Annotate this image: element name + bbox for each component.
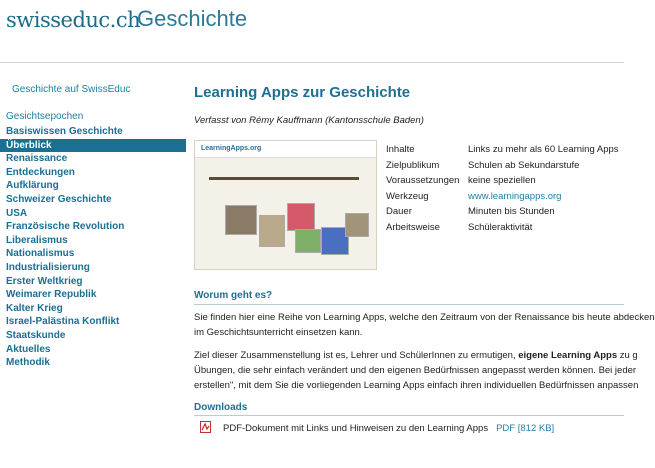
site-header: [0, 0, 624, 58]
info-key: Arbeitsweise: [386, 221, 440, 233]
sidebar-nav: [0, 125, 186, 370]
info-table: [386, 142, 619, 235]
header-divider: [0, 62, 624, 63]
sidebar-item[interactable]: Entdeckungen: [6, 166, 75, 178]
info-value: Schulen ab Sekundarstufe: [468, 159, 580, 171]
sidebar-item[interactable]: Renaissance: [6, 153, 68, 165]
section-title: Geschichte: [137, 6, 248, 31]
sidebar-item[interactable]: Liberalismus: [6, 234, 68, 246]
sidebar-item[interactable]: Nationalismus: [6, 248, 75, 260]
paragraph-line: [194, 348, 638, 363]
sidebar-item[interactable]: Schweizer Geschichte: [6, 193, 112, 205]
section-divider: [194, 415, 624, 416]
sidebar-item[interactable]: Weimarer Republik: [6, 289, 97, 301]
sidebar-item[interactable]: Israel-Palästina Konflikt: [6, 316, 120, 328]
timeline-card: [287, 203, 315, 231]
paragraph-text: Ziel dieser Zusammenstellung ist es, Lehrer und SchülerInnen zu ermutigen,: [194, 350, 519, 361]
preview-logo: LearningApps.org: [195, 141, 376, 158]
site-logo[interactable]: swisseduc.ch: [6, 8, 141, 32]
info-key: Zielpublikum: [386, 159, 440, 171]
main-content: [194, 84, 655, 434]
sidebar-item[interactable]: Aufklärung: [6, 180, 59, 192]
sidebar-item[interactable]: Industrialisierung: [6, 261, 90, 273]
info-row: [386, 189, 619, 205]
timeline-card: [295, 229, 321, 253]
paragraph-line: Übungen, die sehr einfach verändert und den eigenen Bedürfnissen angepasst werden können. Bei jeder: [194, 365, 637, 376]
timeline-card: [345, 213, 369, 237]
info-key: Dauer: [386, 206, 412, 217]
sidebar: [0, 84, 186, 370]
section-divider: [194, 304, 624, 305]
sidebar-item[interactable]: Basiswissen Geschichte: [6, 126, 123, 137]
section-heading-downloads: Downloads: [194, 402, 248, 413]
info-row: [386, 220, 619, 236]
info-row: [386, 142, 619, 158]
info-row: [386, 173, 619, 189]
sidebar-group-label[interactable]: Gesichtsepochen: [6, 111, 84, 122]
paragraph-line: im Geschichtsunterricht einsetzen kann.: [194, 327, 363, 338]
paragraph-line: Sie finden hier eine Reihe von Learning Apps, welche den Zeitraum von der Renaissance bis heute abdecken: [194, 312, 655, 323]
paragraph-line: erstellen", mit dem Sie die vorliegenden Learning Apps einfach ihren individuellen Bedürfnissen anpassen: [194, 380, 639, 391]
info-value: Schüleraktivität: [468, 221, 533, 233]
info-key: Voraussetzungen: [386, 175, 460, 186]
sidebar-item[interactable]: Staatskunde: [6, 329, 66, 341]
page-title: Learning Apps zur Geschichte: [194, 84, 411, 101]
timeline-bar: [209, 177, 359, 180]
info-key: Werkzeug: [386, 190, 429, 202]
pdf-download-link[interactable]: PDF [812 KB]: [496, 423, 555, 434]
tool-link[interactable]: www.learningapps.org: [468, 190, 562, 202]
sidebar-item[interactable]: Aktuelles: [6, 343, 51, 355]
section-heading-worum: Worum geht es?: [194, 290, 273, 301]
info-row: [386, 204, 619, 220]
info-value: keine speziellen: [468, 175, 536, 186]
timeline-card: [225, 205, 257, 235]
sidebar-home-link[interactable]: Geschichte auf SwissEduc: [12, 84, 131, 95]
info-value: Minuten bis Stunden: [468, 206, 555, 217]
paragraph-bold: eigene Learning Apps: [518, 350, 618, 361]
download-description: PDF-Dokument mit Links und Hinweisen zu den Learning Apps: [223, 423, 489, 434]
timeline-card: [259, 215, 285, 247]
sidebar-item[interactable]: Französische Revolution: [6, 221, 125, 233]
paragraph-text: zu g: [617, 350, 638, 361]
info-row: [386, 158, 619, 174]
author-line: Verfasst von Rémy Kauffmann (Kantonsschule Baden): [194, 115, 424, 126]
download-row: [200, 421, 554, 434]
info-key: Inhalte: [386, 144, 415, 155]
sidebar-item[interactable]: Erster Weltkrieg: [6, 275, 83, 287]
info-value: Links zu mehr als 60 Learning Apps: [468, 144, 619, 155]
sidebar-item[interactable]: Kalter Krieg: [6, 302, 63, 314]
sidebar-item[interactable]: USA: [6, 207, 28, 219]
sidebar-item[interactable]: Methodik: [6, 357, 50, 369]
pdf-icon: [200, 421, 211, 433]
sidebar-item[interactable]: Überblick: [0, 139, 186, 153]
learningapps-preview-image[interactable]: [194, 140, 377, 270]
